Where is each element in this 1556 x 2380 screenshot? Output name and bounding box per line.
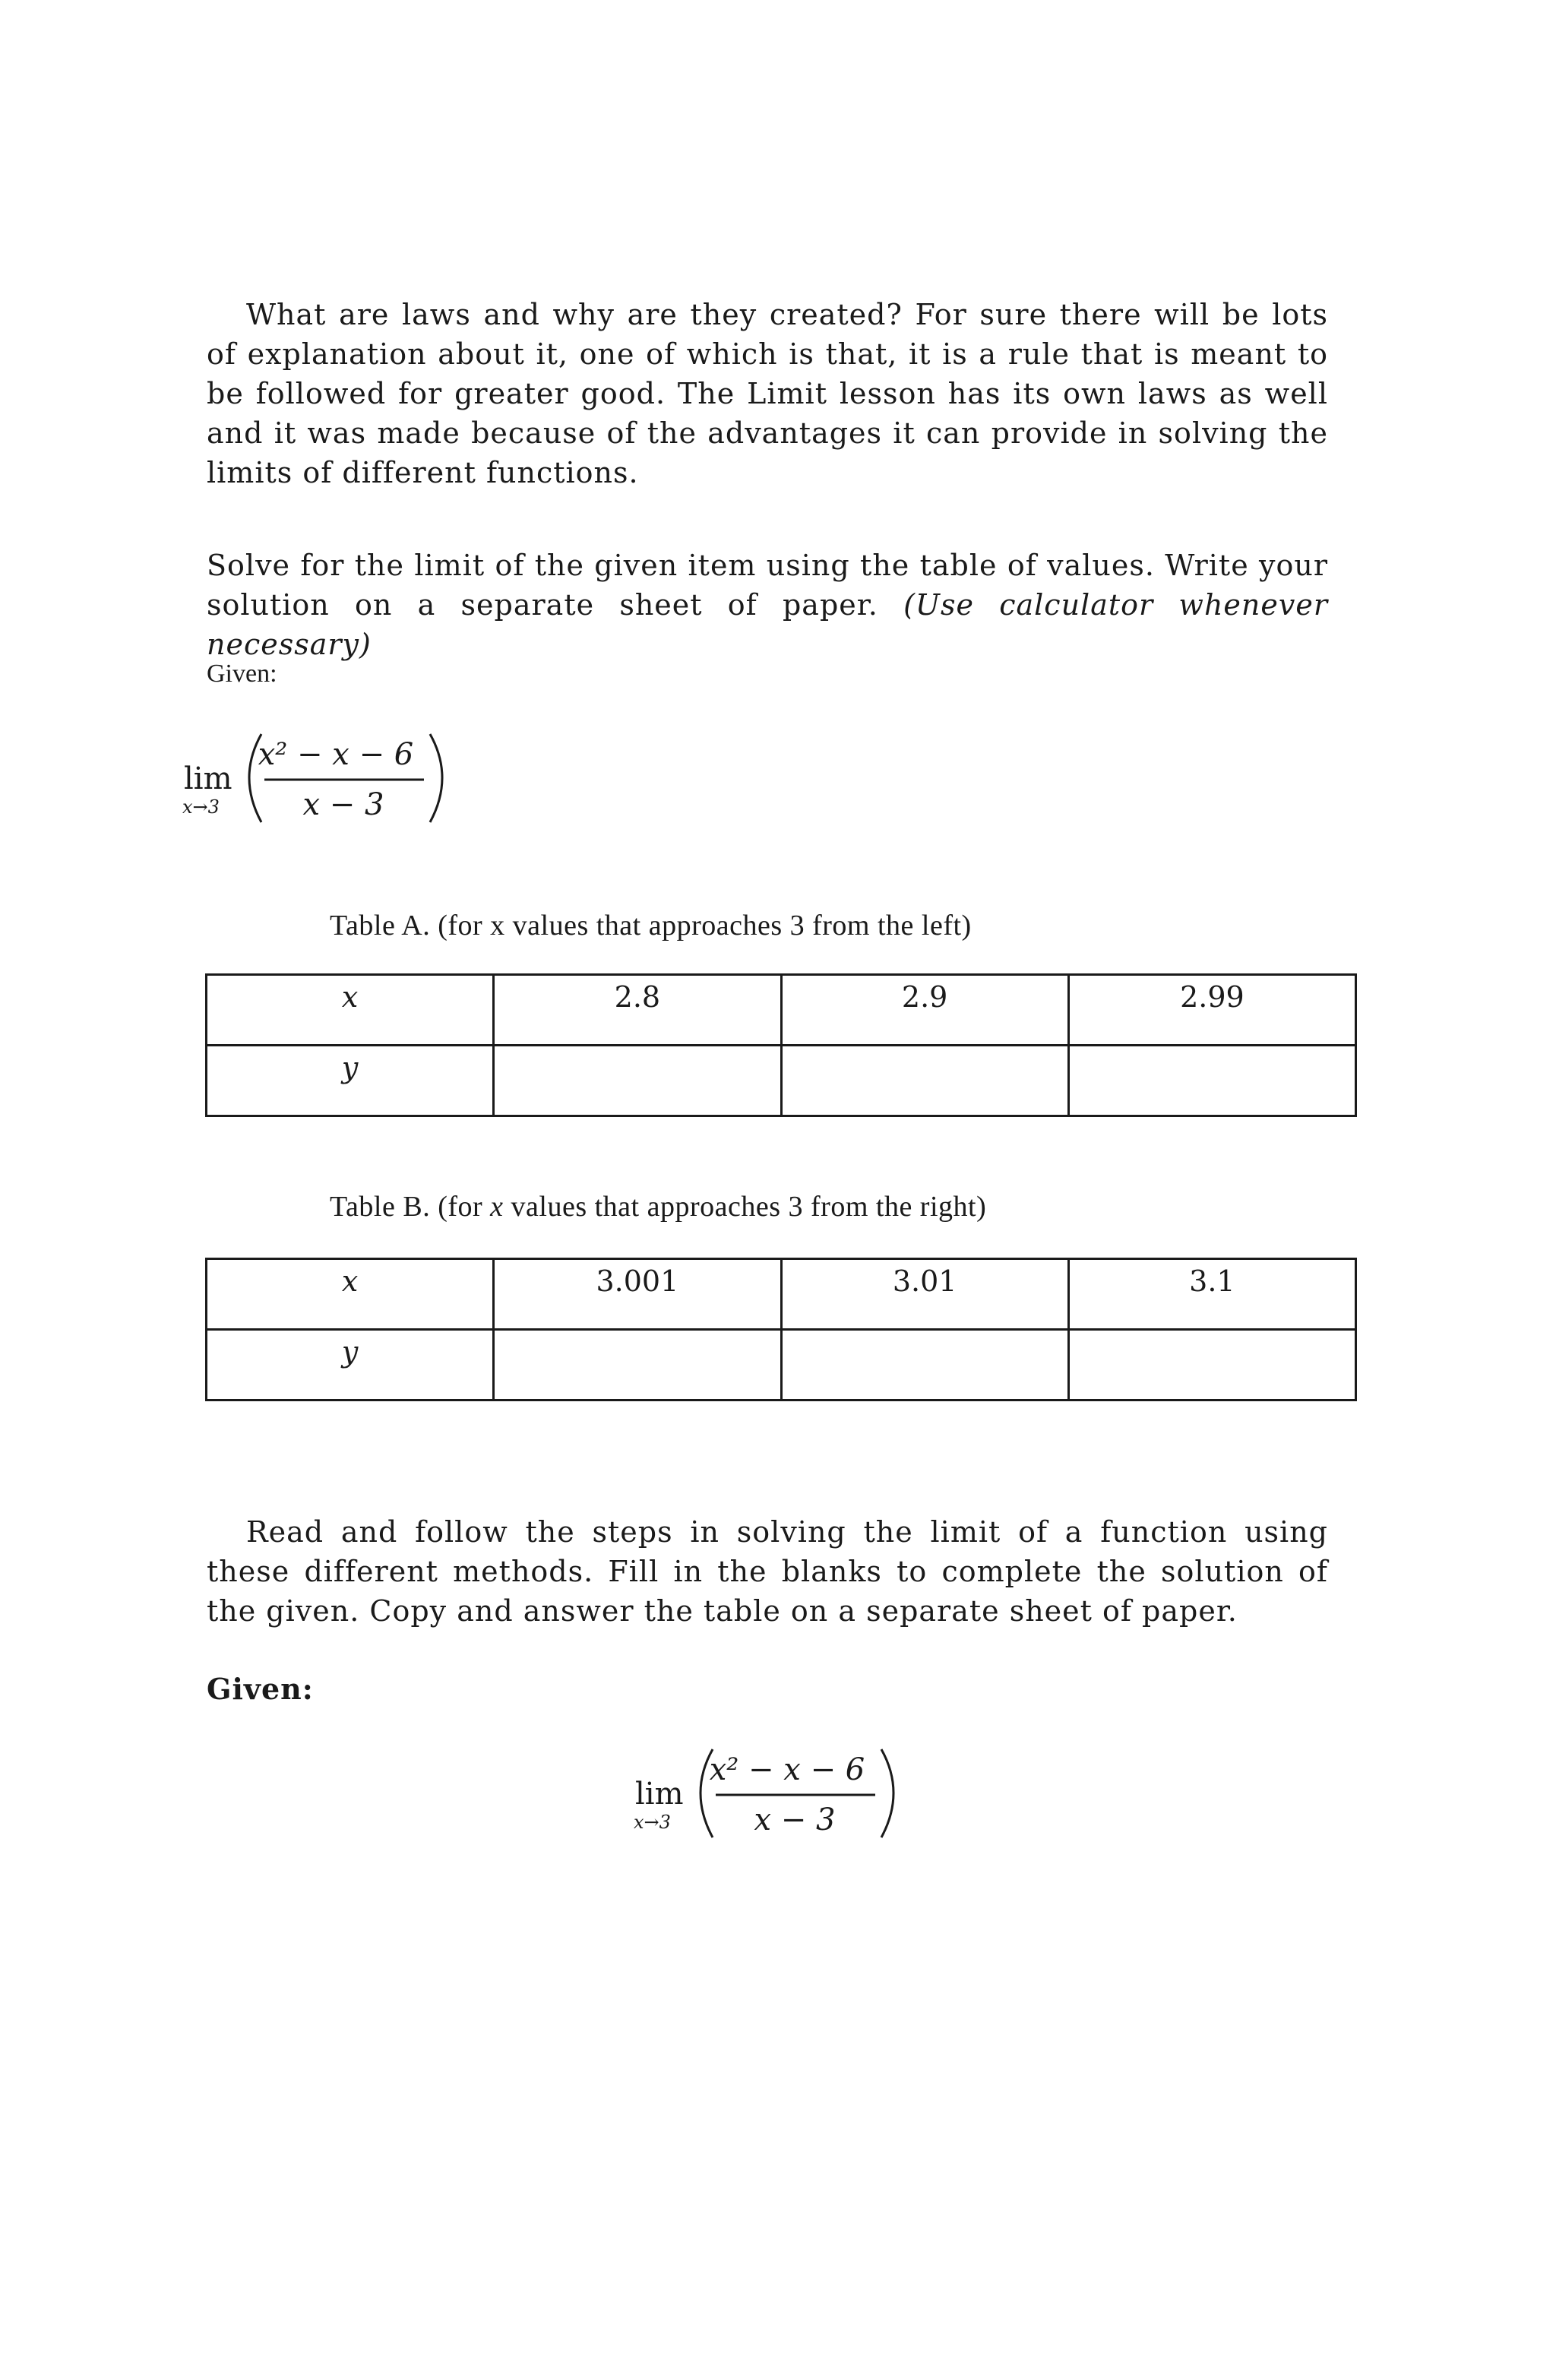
table-cell: 3.1 — [1068, 1259, 1355, 1330]
instructions-paragraph — [207, 546, 1328, 664]
given-label: Given: — [207, 660, 277, 688]
formula-denominator: x − 3 — [302, 787, 384, 822]
table-a-caption: Table A. (for x values that approaches 3 from the left) — [330, 910, 972, 942]
caption-prefix: Table B. (for — [330, 1191, 491, 1223]
table-cell: 2.9 — [781, 975, 1068, 1046]
table-row — [207, 1330, 1356, 1400]
table-cell: y — [207, 1330, 494, 1400]
formula-numerator: x² − x − 6 — [709, 1752, 865, 1787]
caption-variable: x — [490, 1191, 504, 1223]
table-cell: 3.01 — [781, 1259, 1068, 1330]
limit-formula — [179, 720, 453, 834]
intro-paragraph: What are laws and why are they created? For sure there will be lots of explanation about it, one of which is that, it is a rule that is meant to be followed for greater good. The Limit lesson has its own laws as well and it was made because of the advantages it can provide in solving the limits of different functions. — [207, 298, 1328, 489]
table-cell — [1068, 1330, 1355, 1400]
formula-numerator: x² − x − 6 — [258, 737, 414, 772]
calculator-note: (Use calculator whenever necessary) — [207, 588, 1328, 661]
table-cell: 3.001 — [494, 1259, 781, 1330]
table-row — [207, 975, 1356, 1046]
table-cell — [781, 1330, 1068, 1400]
formula-subscript: x→3 — [634, 1812, 671, 1833]
table-row — [207, 1259, 1356, 1330]
table-cell: x — [207, 1259, 494, 1330]
formula-lim: lim — [184, 761, 232, 796]
table-cell: 2.8 — [494, 975, 781, 1046]
formula-subscript: x→3 — [182, 796, 220, 818]
table-b-caption — [330, 1190, 986, 1223]
table-cell — [781, 1046, 1068, 1116]
formula-denominator: x − 3 — [754, 1802, 836, 1837]
table-cell: y — [207, 1046, 494, 1116]
table-cell — [494, 1330, 781, 1400]
table-cell — [1068, 1046, 1355, 1116]
table-cell: 2.99 — [1068, 975, 1355, 1046]
formula-lim: lim — [635, 1777, 684, 1812]
table-b — [205, 1258, 1357, 1401]
limit-formula-2 — [631, 1736, 904, 1850]
right-paren — [430, 734, 442, 822]
table-row — [207, 1046, 1356, 1116]
caption-suffix: values that approaches 3 from the right) — [503, 1191, 987, 1223]
table-a — [205, 973, 1357, 1117]
steps-paragraph: Read and follow the steps in solving the limit of a function using these different methods. Fill in the blanks to complete the solution of the given. Copy and answer the table on a separate sheet of paper. — [207, 1515, 1328, 1628]
given-label-bold: Given: — [207, 1672, 314, 1706]
table-cell — [494, 1046, 781, 1116]
right-paren — [881, 1749, 893, 1837]
instructions-text: Solve for the limit of the given item using the table of values. Write your solution on a separate sheet of paper. — [207, 549, 1328, 622]
table-cell: x — [207, 975, 494, 1046]
